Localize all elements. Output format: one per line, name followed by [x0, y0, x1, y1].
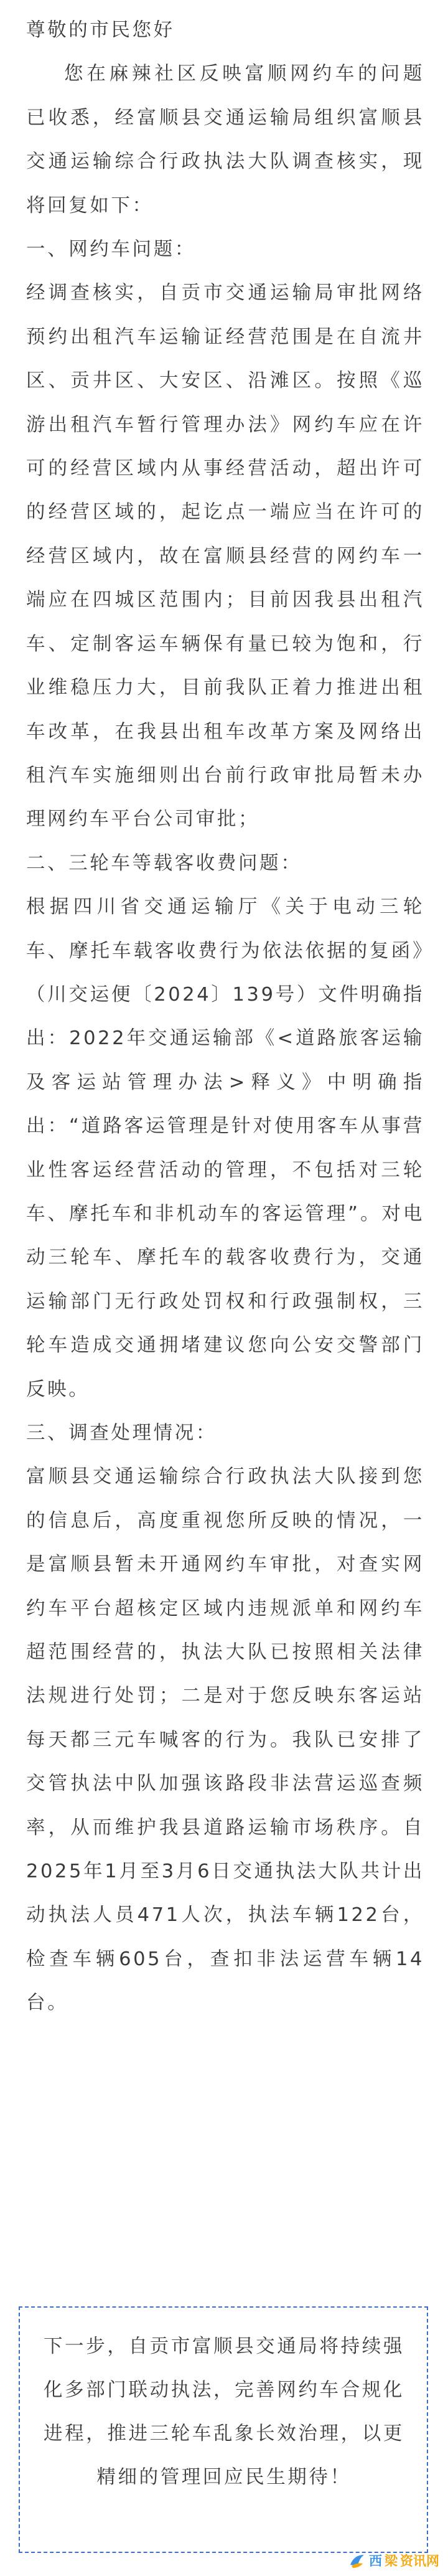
- section-2-heading: 二、三轮车等载客收费问题：: [26, 852, 302, 874]
- watermark-text-2: 梁: [385, 2554, 398, 2569]
- section-3-heading: 三、调查处理情况：: [26, 1422, 217, 1444]
- closing-statement: 下一步，自贡市富顺县交通局将持续强化多部门联动执法，完善网约车合规化进程，推进三轮车乱象长效治理，以更精细的管理回应民生期待！: [44, 2336, 404, 2488]
- watermark-text-1: 西: [369, 2554, 382, 2569]
- section-3-body: 富顺县交通运输综合行政执法大队接到您的信息后，高度重视您所反映的情况，一是富顺县暂未开通网约车审批，对查实网约车平台超核定区域内违规派单和网约车超范围经营的，执法大队已按照相关法律法规进行处罚；二是对于您反映东客运站每天都三元车喊客的行为。我队已安排了交管执法中队加强该路段非法营运巡查频率，从而维护我县道路运输市场秩序。自2025年1月至3月6日交通执法大队共计出动执法人员471人次，执法车辆122台，检查车辆605台，查扣非法运营车辆14台。: [26, 1466, 424, 2014]
- section-1-heading: 一、网约车问题：: [26, 238, 196, 261]
- section-1-body: 经调查核实，自贡市交通运输局审批网络预约出租汽车运输证经营范围是在自流井区、贡井区、大安区、沿滩区。按照《巡游出租汽车暂行管理办法》网约车应在许可的经营区域内从事经营活动，超出许可的经营区域的，起讫点一端应当在许可的经营区域内，故在富顺县经营的网约车一端应在四城区范围内；目前因我县出租汽车、定制客运车辆保有量已较为饱和，行业维稳压力大，目前我队正着力推进出租车改革，在我县出租车改革方案及网络出租汽车实施细则出台前行政审批局暂未办理网约车平台公司审批；: [26, 282, 424, 831]
- site-watermark: [348, 2551, 439, 2570]
- reply-document: [26, 9, 424, 2026]
- intro-paragraph: 您在麻辣社区反映富顺网约车的问题已收悉，经富顺县交通运输局组织富顺县交通运输综合行政执法大队调查核实，现将回复如下：: [26, 63, 424, 217]
- watermark-logo-icon: [348, 2551, 366, 2570]
- watermark-text-3: 资讯网: [400, 2554, 439, 2569]
- greeting: 尊敬的市民您好: [26, 19, 175, 41]
- section-2-body: 根据四川省交通运输厅《关于电动三轮车、摩托车载客收费行为依法依据的复函》（川交运便〔2024〕139号）文件明确指出：2022年交通运输部《<道路旅客运输及客运站管理办法>释义》中明确指出：“道路客运管理是针对使用客车从事营业性客运经营活动的管理，不包括对三轮车、摩托车和非机动车的客运管理”。对电动三轮车、摩托车的载客收费行为，交通运输部门无行政处罚权和行政强制权，三轮车造成交通拥堵建议您向公安交警部门反映。: [26, 896, 424, 1400]
- closing-statement-box: [19, 2306, 428, 2553]
